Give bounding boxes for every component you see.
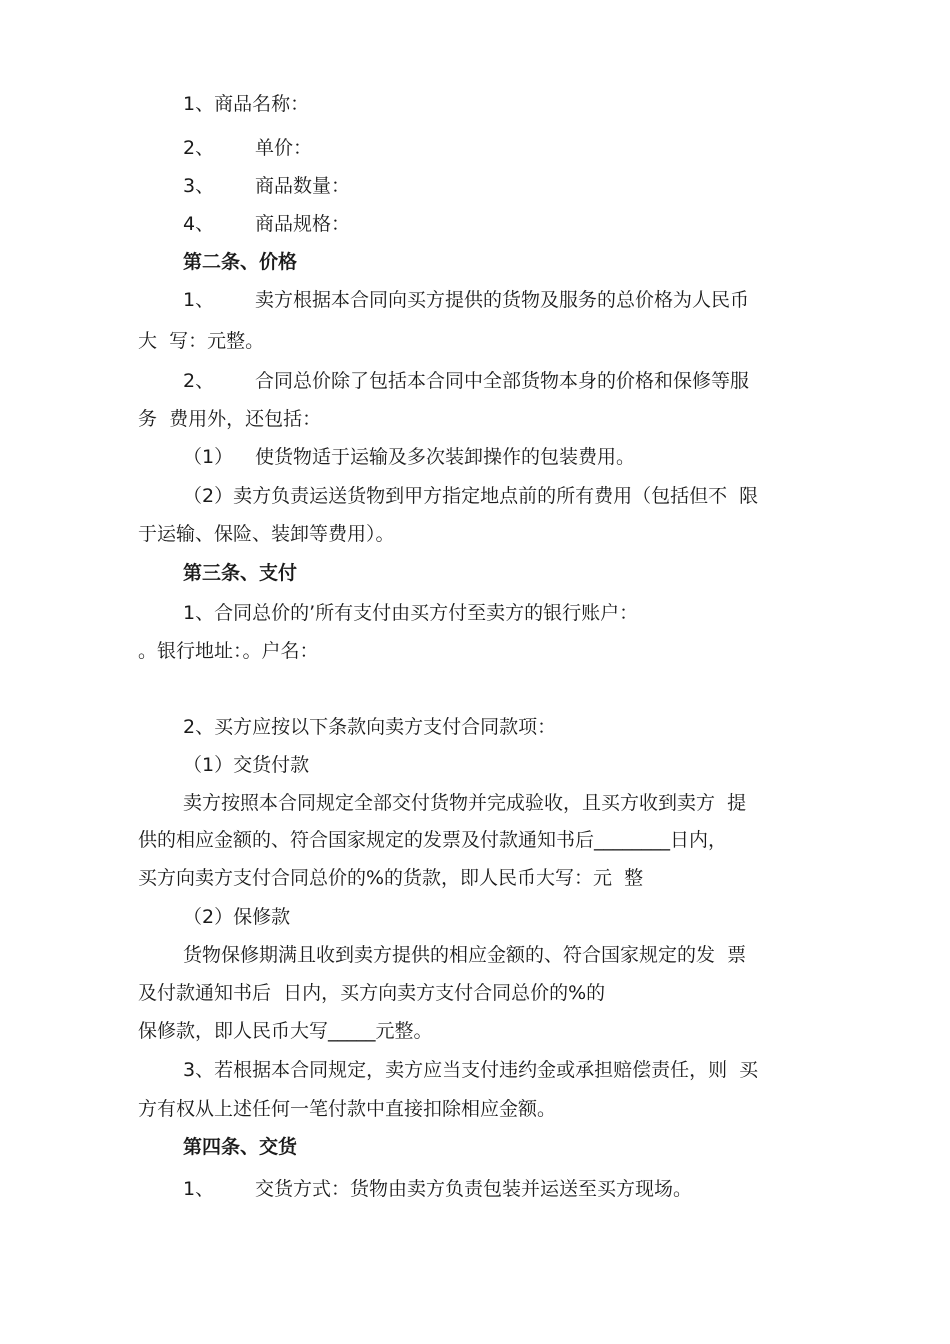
price-clause-2-cont: 务 费用外，还包括： (138, 408, 322, 430)
payment-clause-1-cont: 。银行地址：。户名： (138, 640, 319, 662)
price-sub-1: （1） 使货物适于运输及多次装卸操作的包装费用。 (183, 446, 636, 468)
payment-sub-1-text: 卖方按照本合同规定全部交付货物并完成验收，且买方收到卖方 提 (183, 792, 747, 814)
price-sub-2-cont: 于运输、保险、装卸等费用）。 (138, 523, 395, 545)
item-unit-price: 2、 单价： (183, 137, 313, 159)
price-sub-2: （2）卖方负责运送货物到甲方指定地点前的所有费用（包括但不 限 (183, 485, 759, 507)
payment-sub-1-text-2: 供的相应金额的、符合国家规定的发票及付款通知书后________日内， (138, 829, 728, 851)
payment-clause-2: 2、买方应按以下条款向卖方支付合同款项： (183, 716, 557, 738)
heading-article-4: 第四条、交货 (183, 1136, 298, 1158)
payment-clause-1: 1、合同总价的’所有支付由买方付至卖方的银行账户： (183, 602, 639, 624)
item-spec: 4、 商品规格： (183, 213, 351, 235)
price-clause-1-cont: 大 写：元整。 (138, 330, 265, 352)
payment-sub-1-title: （1）交货付款 (183, 754, 310, 776)
price-clause-2: 2、 合同总价除了包括本合同中全部货物本身的价格和保修等服 (183, 370, 750, 392)
payment-sub-2-text-2: 及付款通知书后 日内，买方向卖方支付合同总价的%的 (138, 982, 606, 1004)
delivery-clause-1: 1、 交货方式：货物由卖方负责包装并运送至买方现场。 (183, 1178, 693, 1200)
payment-clause-3-cont: 方有权从上述任何一笔付款中直接扣除相应金额。 (138, 1098, 557, 1120)
price-clause-1: 1、 卖方根据本合同向买方提供的货物及服务的总价格为人民币 (183, 289, 750, 311)
item-product-name: 1、商品名称： (183, 93, 310, 115)
payment-sub-2-text-3: 保修款，即人民币大写_____元整。 (138, 1020, 433, 1042)
item-quantity: 3、 商品数量： (183, 175, 351, 197)
payment-clause-3: 3、若根据本合同规定，卖方应当支付违约金或承担赔偿责任，则 买 (183, 1059, 759, 1081)
heading-article-2: 第二条、价格 (183, 251, 298, 273)
payment-sub-2-title: （2）保修款 (183, 906, 291, 928)
heading-article-3: 第三条、支付 (183, 562, 298, 584)
payment-sub-1-text-3: 买方向卖方支付合同总价的%的货款，即人民币大写：元 整 (138, 867, 644, 889)
payment-sub-2-text: 货物保修期满且收到卖方提供的相应金额的、符合国家规定的发 票 (183, 944, 747, 966)
